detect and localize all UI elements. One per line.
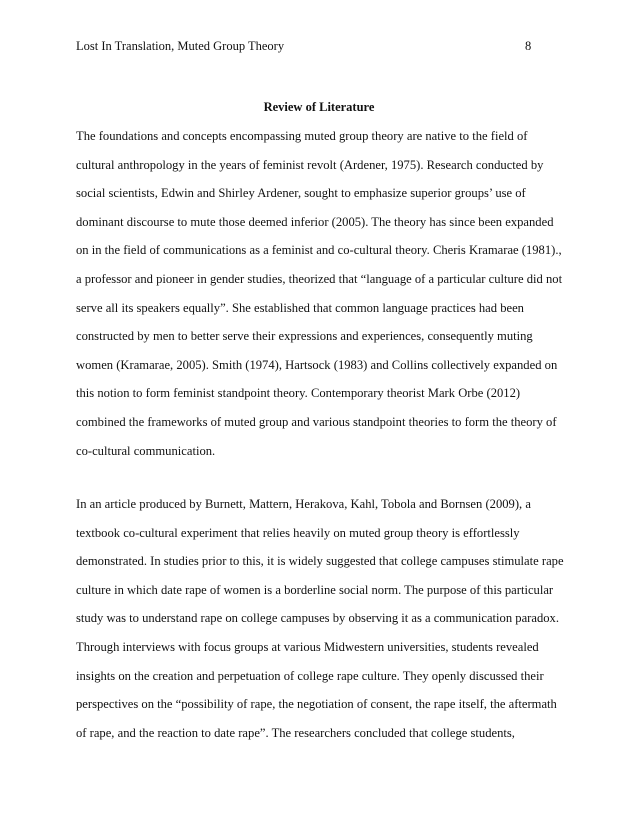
paragraph-line: cultural anthropology in the years of feminist revolt (Ardener, 1975). Research conducted by	[76, 157, 544, 172]
paragraph-line: social scientists, Edwin and Shirley Ardener, sought to emphasize superior groups’ use of	[76, 186, 526, 201]
paragraph-line: women (Kramarae, 2005). Smith (1974), Hartsock (1983) and Collins collectively expanded on	[76, 357, 558, 372]
paragraph-line: serve all its speakers equally”. She established that common language practices had been	[76, 300, 524, 315]
paragraph-line: insights on the creation and perpetuation of college rape culture. They openly discussed their	[76, 668, 544, 683]
page-number: 8	[525, 39, 532, 53]
paragraph-line: dominant discourse to mute those deemed inferior (2005). The theory has since been expanded	[76, 214, 554, 229]
paragraph-line: demonstrated. In studies prior to this, it is widely suggested that college campuses stimulate rape	[76, 554, 564, 569]
paragraph-line: combined the frameworks of muted group and various standpoint theories to form the theory of	[76, 414, 557, 429]
paragraph-line: study was to understand rape on college campuses by observing it as a communication paradox.	[76, 611, 559, 626]
paragraph-line: Through interviews with focus groups at various Midwestern universities, students revealed	[76, 639, 539, 654]
paragraph-line: constructed by men to better serve their expressions and experiences, consequently muting	[76, 329, 533, 344]
paragraph-line: on in the field of communications as a feminist and co-cultural theory. Cheris Kramarae (1981).,	[76, 243, 562, 258]
paragraph-2	[76, 496, 566, 753]
paragraph-line: The foundations and concepts encompassing muted group theory are native to the field of	[76, 129, 528, 143]
paragraph-line: a professor and pioneer in gender studies, theorized that “language of a particular culture did not	[76, 271, 563, 286]
paragraph-1	[76, 128, 566, 471]
paragraph-line: culture in which date rape of women is a borderline social norm. The purpose of this particular	[76, 582, 554, 597]
paragraph-line: textbook co-cultural experiment that relies heavily on muted group theory is effortlessly	[76, 525, 520, 540]
paragraph-line: perspectives on the “possibility of rape, the negotiation of consent, the rape itself, the aftermath	[76, 697, 557, 712]
paragraph-line: this notion to form feminist standpoint theory. Contemporary theorist Mark Orbe (2012)	[76, 386, 521, 401]
section-heading: Review of Literature	[263, 100, 375, 114]
paragraph-line: In an article produced by Burnett, Mattern, Herakova, Kahl, Tobola and Bornsen (2009), a	[76, 497, 531, 511]
running-head: Lost In Translation, Muted Group Theory	[76, 39, 285, 53]
paragraph-line: co-cultural communication.	[76, 443, 216, 458]
paragraph-line: of rape, and the reaction to date rape”. The researchers concluded that college students,	[76, 725, 515, 740]
